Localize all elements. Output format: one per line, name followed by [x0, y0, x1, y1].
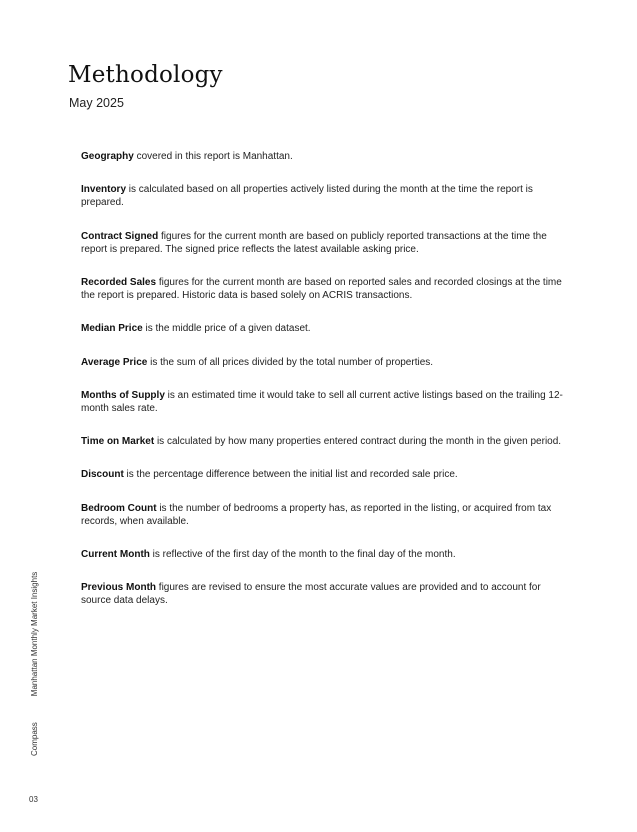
- definition-term: Average Price: [81, 356, 148, 368]
- report-date: May 2025: [69, 96, 124, 110]
- definition-text: is an estimated time it would take to sell all current active listings based on the trailing 12-month sales rate.: [81, 389, 563, 415]
- definition-term: Months of Supply: [81, 389, 165, 401]
- definition-term: Time on Market: [81, 436, 155, 448]
- definition-term: Current Month: [81, 549, 150, 561]
- definitions-list: [81, 150, 571, 608]
- definition-average-price: [81, 356, 571, 369]
- definition-current-month: [81, 548, 571, 561]
- page-number: 03: [29, 795, 38, 804]
- definition-text: is calculated based on all properties actively listed during the month at the time the report is prepared.: [81, 184, 533, 209]
- definition-term: Median Price: [81, 323, 143, 335]
- definition-text: figures are revised to ensure the most accurate values are provided and to account for source data delays.: [81, 582, 541, 607]
- definition-text: is the number of bedrooms a property has, as reported in the listing, or acquired from tax records, when available.: [81, 502, 552, 527]
- definition-months-of-supply: [81, 389, 571, 415]
- definition-discount: [81, 468, 571, 481]
- definition-text: is reflective of the first day of the month to the final day of the month.: [149, 549, 456, 561]
- definition-text: covered in this report is Manhattan.: [133, 151, 293, 162]
- definition-term: Inventory: [81, 184, 127, 196]
- definition-geography: [81, 150, 571, 163]
- brand-name: Compass: [30, 722, 39, 756]
- definition-time-on-market: [81, 435, 571, 448]
- definition-text: is calculated by how many properties entered contract during the month in the given period.: [154, 436, 562, 448]
- definition-term: Bedroom Count: [81, 502, 157, 514]
- side-footer: [30, 572, 39, 756]
- definition-text: figures for the current month are based on reported sales and recorded closings at the time the report is prepared. Historic data is based solely on ACRIS transactions.: [81, 277, 562, 302]
- definition-term: Recorded Sales: [81, 277, 157, 289]
- definition-text: is the percentage difference between the initial list and recorded sale price.: [123, 469, 458, 481]
- report-name: Manhattan Monthly Market Insights: [30, 571, 39, 697]
- definition-term: Geography: [81, 151, 134, 162]
- definition-text: is the sum of all prices divided by the total number of properties.: [147, 356, 434, 368]
- definition-bedroom-count: [81, 502, 571, 528]
- definition-median-price: [81, 322, 571, 335]
- definition-text: is the middle price of a given dataset.: [142, 323, 311, 335]
- definition-text: figures for the current month are based on publicly reported transactions at the time the report is prepared. The signed price reflects the latest available asking price.: [81, 230, 547, 255]
- definition-term: Contract Signed: [81, 230, 159, 242]
- definition-inventory: [81, 183, 571, 209]
- definition-term: Discount: [81, 469, 124, 481]
- definition-previous-month: [81, 581, 571, 607]
- definition-contract-signed: [81, 230, 571, 256]
- definition-term: Previous Month: [81, 582, 157, 594]
- definition-recorded-sales: [81, 276, 571, 302]
- page-title: Methodology: [68, 62, 223, 88]
